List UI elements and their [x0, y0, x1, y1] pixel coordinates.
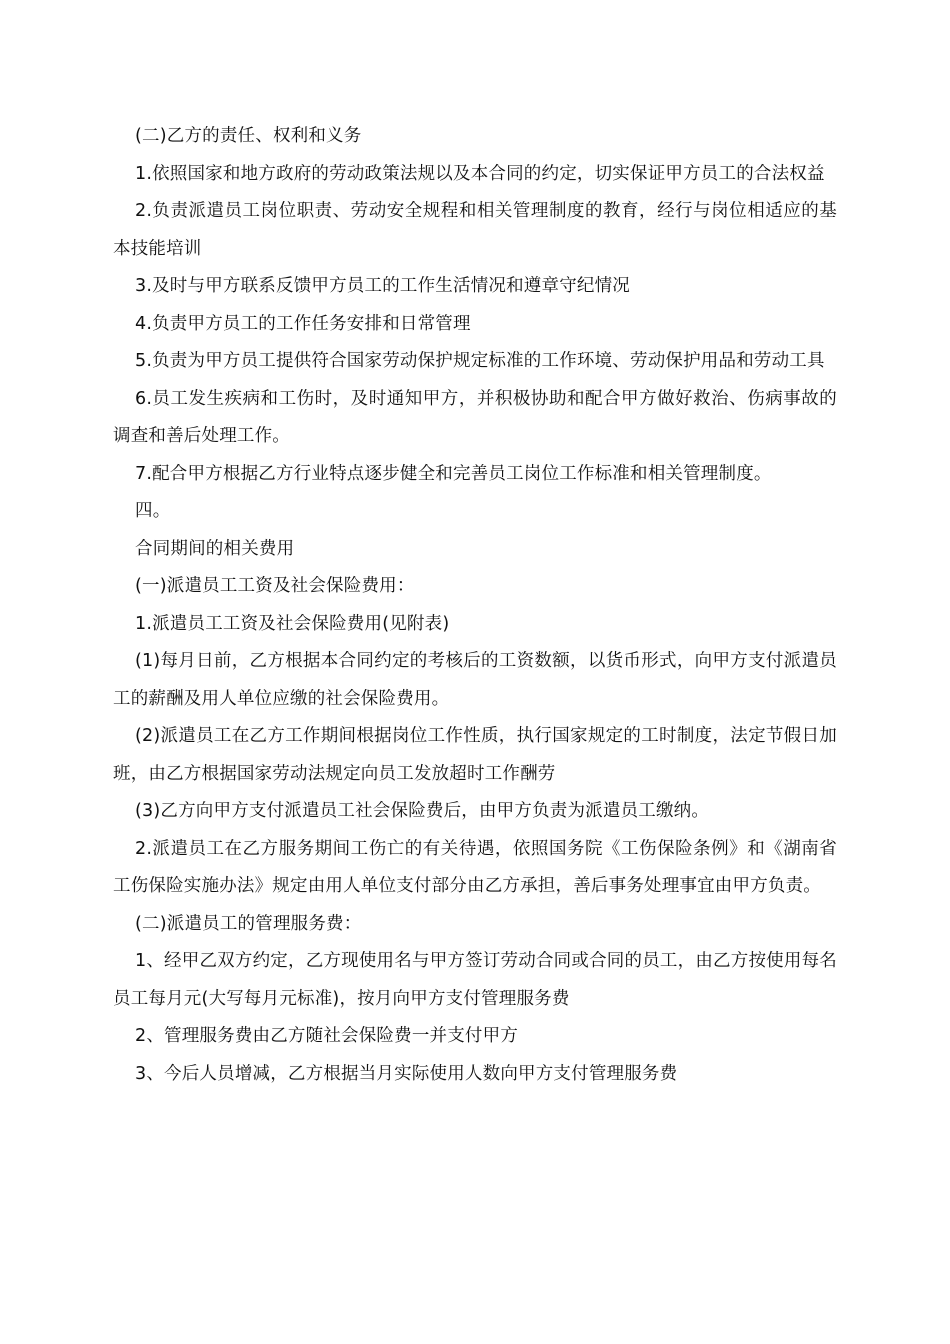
management-fee-item-2: 2、管理服务费由乙方随社会保险费一并支付甲方 — [135, 1026, 519, 1046]
duty-item-1: 1.依照国家和地方政府的劳动政策法规以及本合同的约定，切实保证甲方员工的合法权益 — [135, 163, 825, 184]
duty-item-4: 4.负责甲方员工的工作任务安排和日常管理 — [135, 313, 471, 334]
subsection-heading-wages-insurance: (一)派遣员工工资及社会保险费用： — [135, 576, 415, 596]
section-title-contract-fees: 合同期间的相关费用 — [135, 538, 295, 559]
fee-subitem-3: (3)乙方向甲方支付派遣员工社会保险费后，由甲方负责为派遣员工缴纳。 — [135, 801, 710, 821]
duty-item-6: 6.员工发生疾病和工伤时，及时通知甲方，并积极协助和配合甲方做好救治、伤病事故的调查和善后处理工作。 — [113, 388, 837, 446]
management-fee-item-3: 3、今后人员增减，乙方根据当月实际使用人数向甲方支付管理服务费 — [135, 1063, 678, 1084]
duty-item-3: 3.及时与甲方联系反馈甲方员工的工作生活情况和遵章守纪情况 — [135, 276, 630, 296]
section-number-four: 四。 — [135, 501, 171, 521]
duty-item-7: 7.配合甲方根据乙方行业特点逐步健全和完善员工岗位工作标准和相关管理制度。 — [135, 463, 772, 484]
section-heading-party-b-duties: (二)乙方的责任、权利和义务 — [135, 126, 362, 146]
management-fee-item-1: 1、经甲乙双方约定，乙方现使用名与甲方签订劳动合同或合同的员工，由乙方按使用每名员工每月元(大写每月元标准)，按月向甲方支付管理服务费 — [113, 951, 837, 1009]
fee-subitem-1: (1)每月日前，乙方根据本合同约定的考核后的工资数额，以货币形式，向甲方支付派遣员工的薪酬及用人单位应缴的社会保险费用。 — [113, 651, 837, 709]
duty-item-5: 5.负责为甲方员工提供符合国家劳动保护规定标准的工作环境、劳动保护用品和劳动工具 — [135, 351, 825, 371]
fee-item-2: 2.派遣员工在乙方服务期间工伤亡的有关待遇，依照国务院《工伤保险条例》和《湖南省工伤保险实施办法》规定由用人单位支付部分由乙方承担，善后事务处理事宜由甲方负责。 — [113, 838, 837, 896]
subsection-heading-management-fee: (二)派遣员工的管理服务费： — [135, 913, 362, 934]
duty-item-2: 2.负责派遣员工岗位职责、劳动安全规程和相关管理制度的教育，经行与岗位相适应的基本技能培训 — [113, 201, 837, 259]
document-body — [113, 118, 837, 1093]
fee-subitem-2: (2)派遣员工在乙方工作期间根据岗位工作性质，执行国家规定的工时制度，法定节假日加班，由乙方根据国家劳动法规定向员工发放超时工作酬劳 — [113, 726, 837, 784]
fee-item-1: 1.派遣员工工资及社会保险费用(见附表) — [135, 613, 450, 634]
